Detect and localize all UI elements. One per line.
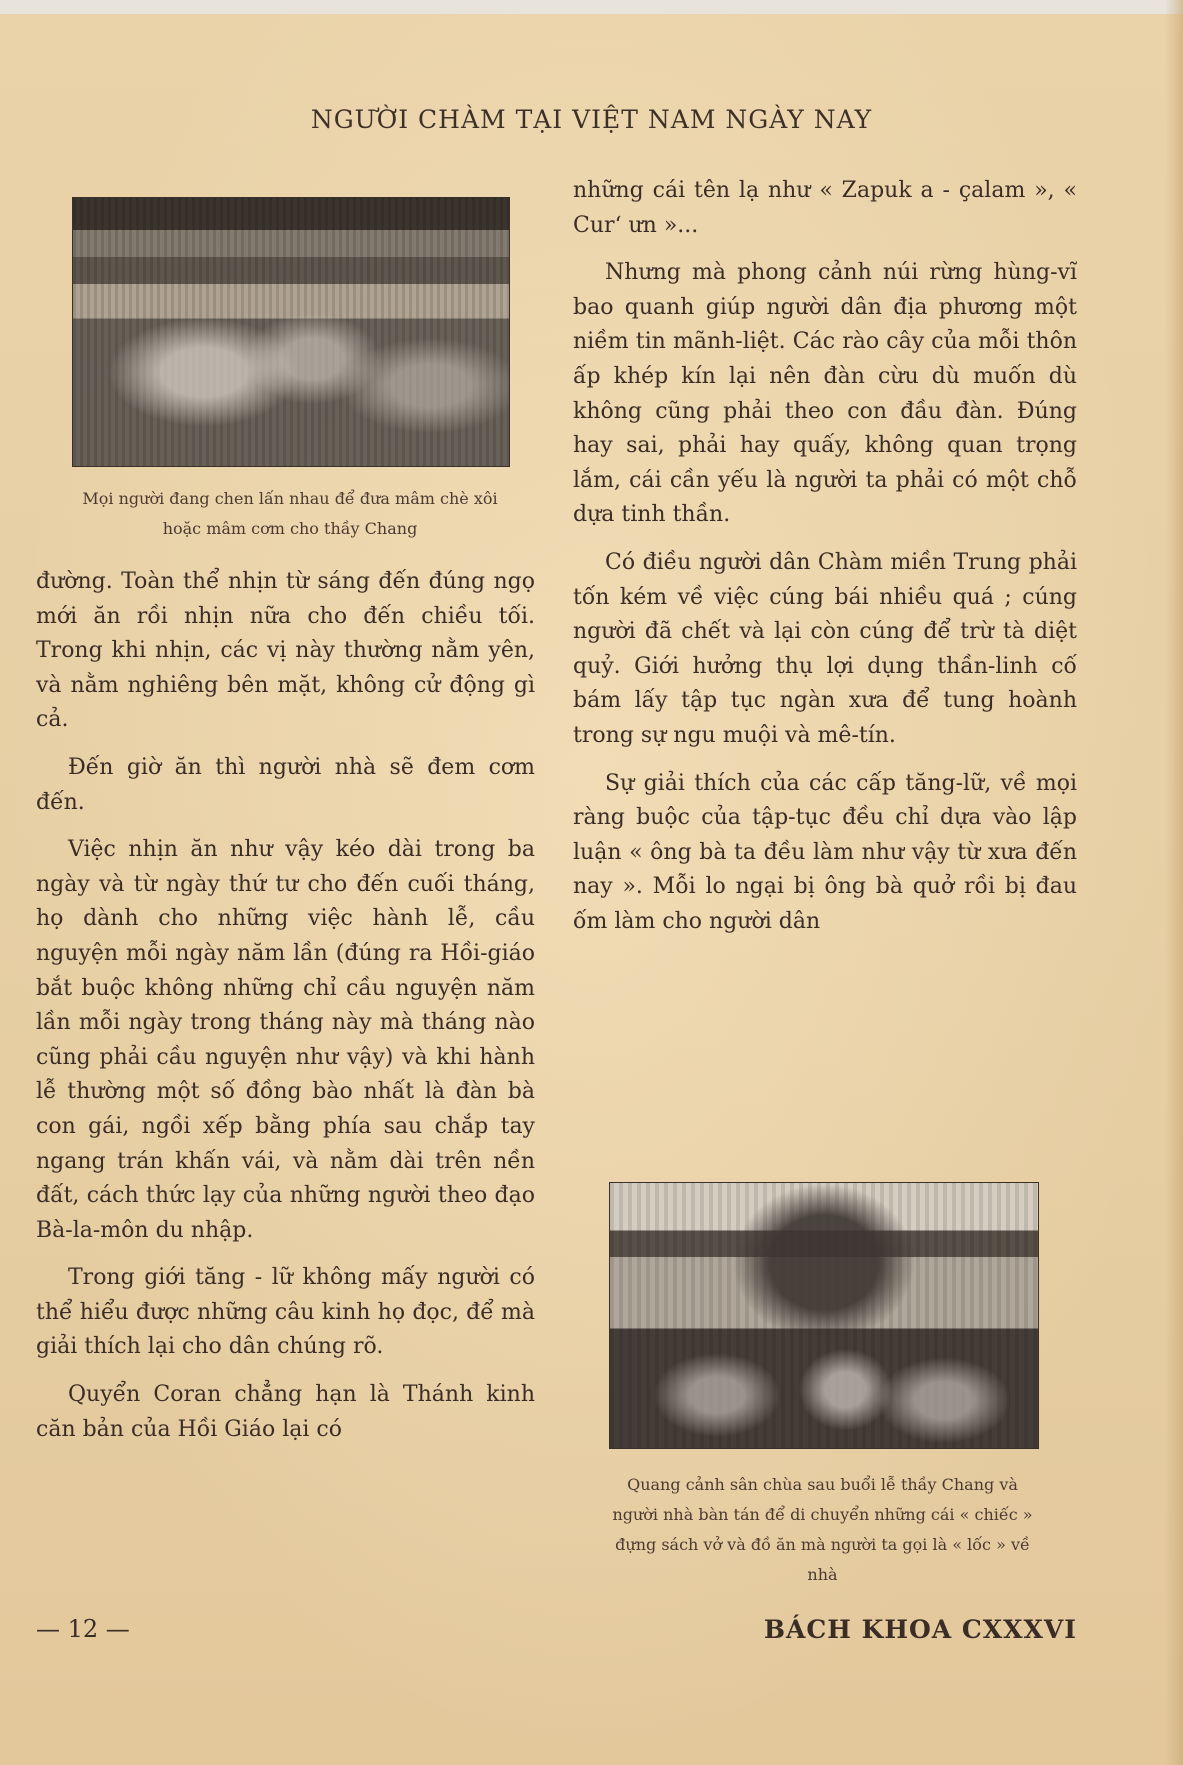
page-edge-shadow [1165, 0, 1183, 1765]
photo-crowd-offering [72, 197, 510, 467]
photo-caption-2: Quang cảnh sân chùa sau buổi lễ thầy Chang và người nhà bàn tán để di chuyển những cái « chiếc » đựng sách vở và đồ ăn mà người ta gọi là « lốc » về nhà [612, 1475, 1033, 1584]
paragraph: Có điều người dân Chàm miền Trung phải tốn kém về việc cúng bái nhiều quá ; cúng người đã chết và lại còn cúng để trừ tà diệt quỷ. Giới hưởng thụ lợi dụng thần-linh cố bám lấy tập tục ngàn xưa để tung hoành trong sự ngu muội và mê-tín. [573, 549, 1077, 748]
paragraph: đường. Toàn thể nhịn từ sáng đến đúng ngọ mới ăn rồi nhịn nữa cho đến chiều tối. Trong khi nhịn, các vị này thường nằm yên, và nằm nghiêng bên mặt, không cử động gì cả. [36, 569, 535, 733]
paragraph: Việc nhịn ăn như vậy kéo dài trong ba ngày và từ ngày thứ tư cho đến cuối tháng, họ dành cho những việc hành lễ, cầu nguyện mỗi ngày năm lần (đúng ra Hồi-giáo bắt buộc không những chỉ cầu nguyện năm lần mỗi ngày trong tháng này mà tháng nào cũng phải cầu nguyện như vậy) và khi hành lễ thường một số đồng bào nhất là đàn bà con gái, ngồi xếp bằng phía sau chắp tay ngang trán khấn vái, và nằm dài trên nền đất, cách thức lạy của những người theo đạo Bà-la-môn du nhập. [36, 837, 535, 1243]
paragraph: Nhưng mà phong cảnh núi rừng hùng-vĩ bao quanh giúp người dân địa phương một niềm tin mãnh-liệt. Các rào cây của mỗi thôn ấp khép kín lại nên đàn cừu dù muốn dù không cũng phải theo con đầu đàn. Đúng hay sai, phải hay quấy, không quan trọng lắm, cái cần yếu là người ta phải có một chỗ dựa tinh thần. [573, 260, 1077, 528]
scan-top-margin [0, 0, 1183, 14]
photo-caption-1: Mọi người đang chen lấn nhau để đưa mâm chè xôi hoặc mâm cơm cho thầy Chang [82, 489, 498, 538]
paragraph: Sự giải thích của các cấp tăng-lữ, về mọi ràng buộc của tập-tục đều chỉ dựa vào lập luận « ông bà ta đều làm như vậy từ xưa đến nay ». Mỗi lo ngại bị ông bà quở rồi bị đau ốm làm cho người dân [573, 770, 1077, 934]
right-text-column [573, 174, 1077, 952]
left-text-column [36, 565, 535, 1460]
paragraph: Quyển Coran chẳng hạn là Thánh kinh căn bản của Hồi Giáo lại có [36, 1382, 535, 1442]
paragraph: những cái tên lạ như « Zapuk a - çalam », « Cur‘ ưn »... [573, 178, 1077, 238]
running-header: NGƯỜI CHÀM TẠI VIỆT NAM NGÀY NAY [310, 105, 873, 134]
page-number: — 12 — [36, 1615, 130, 1643]
journal-issue: BÁCH KHOA CXXXVI [763, 1615, 1077, 1644]
paragraph: Trong giới tăng - lữ không mấy người có thể hiểu được những câu kinh họ đọc, để mà giải thích lại cho dân chúng rõ. [36, 1265, 535, 1360]
paragraph: Đến giờ ăn thì người nhà sẽ đem cơm đến. [36, 754, 535, 815]
photo-temple-courtyard [609, 1182, 1039, 1449]
